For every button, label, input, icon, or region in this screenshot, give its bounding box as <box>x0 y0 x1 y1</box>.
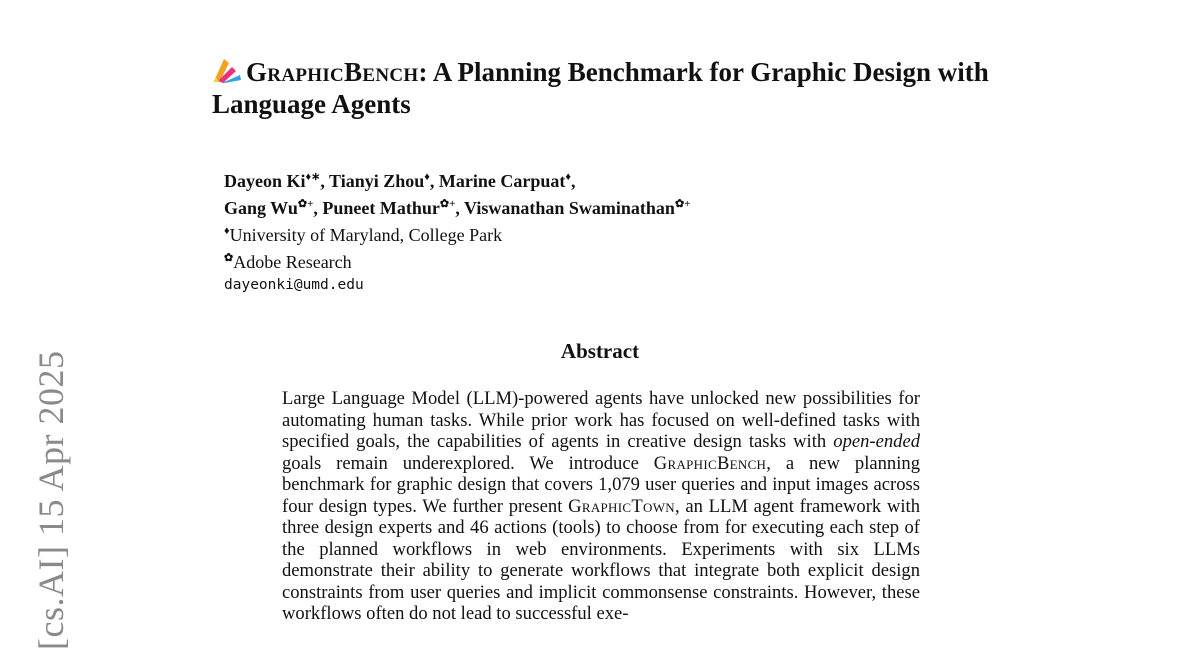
author-marks: ♦∗ <box>305 171 321 183</box>
author-separator: , <box>313 198 323 218</box>
author-separator: , <box>455 198 465 218</box>
abstract-segment: , a new planning benchmark for graphic design that covers 1,079 user queries and input images across four design types. We further present <box>282 452 920 517</box>
abstract-benchmark-name: GraphicBench <box>653 452 767 474</box>
arxiv-identifier-stamp: [cs.AI] 15 Apr 2025 <box>31 350 71 650</box>
author-separator: , <box>320 171 330 191</box>
affiliation-mark: ♦ <box>224 225 230 237</box>
author-name: Puneet Mathur <box>322 198 440 218</box>
abstract-segment: , an LLM agent framework with three design experts and 46 actions (tools) to choose from for executing each step of the planned workflows in web environments. Experiments with six LLMs demonstrate their ability to generate workflows that integrate both explicit design constraints from user queries and implicit commonsense constraints. However, these workflows often do not lead to successful exe- <box>282 495 920 624</box>
author-line-2 <box>224 193 924 220</box>
title-rest: : A Planning Benchmark for Graphic Design with Language Agents <box>212 57 989 119</box>
affiliation-mark: ✿ <box>224 252 234 264</box>
affiliation-umd <box>224 220 924 247</box>
graphicbench-logo-icon <box>212 57 242 83</box>
abstract-segment: goals remain underexplored. We introduce <box>282 452 654 474</box>
paper-title-block <box>212 56 1012 120</box>
author-name: Dayeon Ki <box>224 171 306 191</box>
author-marks: ♦ <box>424 171 430 183</box>
affiliation-adobe <box>224 247 924 274</box>
title-benchmark-name: GraphicBench <box>246 57 419 87</box>
abstract-framework-name: GraphicTown <box>568 495 675 517</box>
abstract-segment: Large Language Model (LLM)-powered agents have unlocked new possibilities for automating human tasks. While prior work has focused on well-defined tasks with specified goals, the capabilities of agents in creative design tasks with <box>282 388 920 452</box>
author-marks: ✿+ <box>297 198 314 210</box>
author-marks: ✿+ <box>674 198 691 210</box>
author-line-1 <box>224 166 924 193</box>
author-marks: ♦ <box>565 171 572 183</box>
abstract-italic-term: open-ended <box>833 431 920 452</box>
abstract-heading: Abstract <box>560 339 640 363</box>
author-separator: , <box>429 171 439 191</box>
contact-email[interactable]: dayeonki@umd.edu <box>224 277 364 293</box>
paper-title <box>212 56 1012 120</box>
author-separator: , <box>571 171 576 191</box>
affiliation-text: Adobe Research <box>233 252 352 272</box>
author-name: Viswanathan Swaminathan <box>464 198 675 218</box>
author-marks: ✿+ <box>439 198 456 210</box>
author-name: Gang Wu <box>224 198 298 218</box>
author-block <box>224 166 924 296</box>
author-name: Tianyi Zhou <box>329 171 425 191</box>
affiliation-text: University of Maryland, College Park <box>229 225 503 245</box>
author-name: Marine Carpuat <box>438 171 566 191</box>
abstract-text <box>282 388 920 625</box>
